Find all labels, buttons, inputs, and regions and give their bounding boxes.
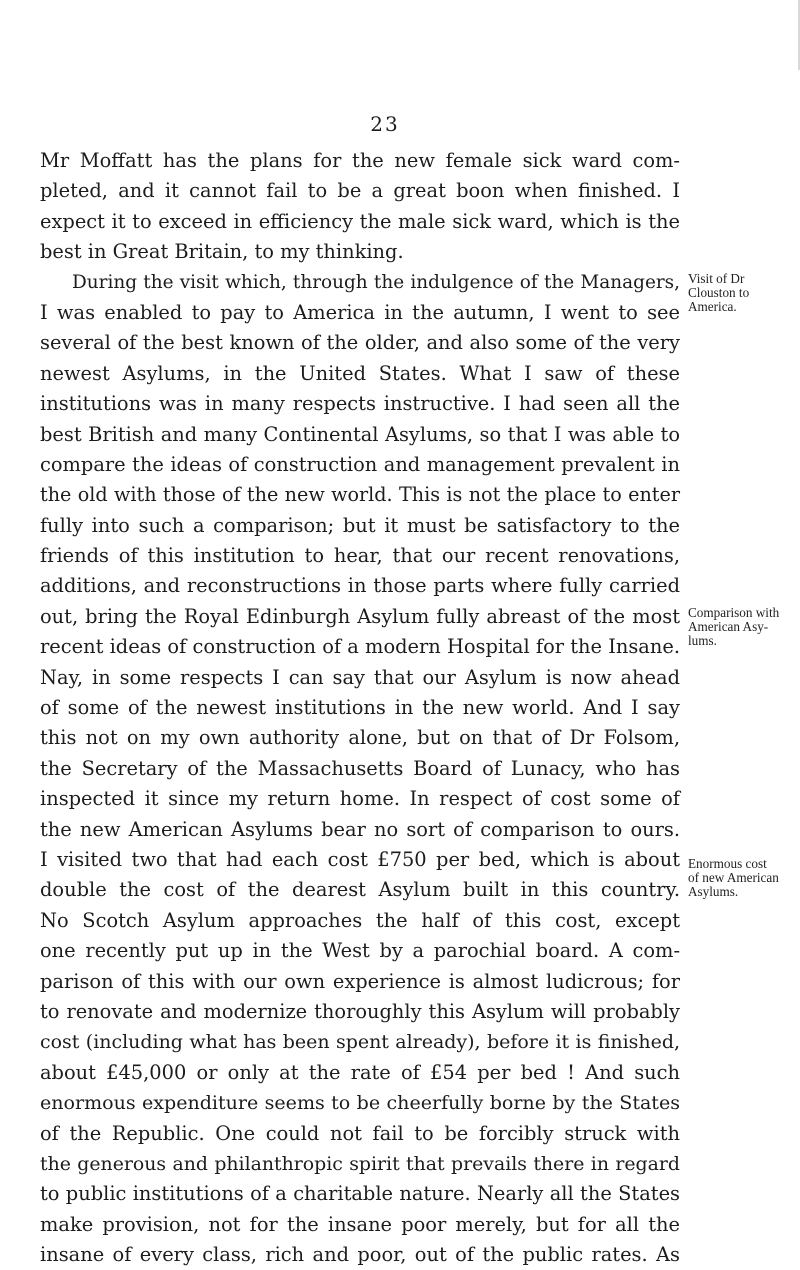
text-line: this not on my own authority alone, but on that of Dr Folsom,	[40, 726, 680, 750]
margin-note-visit	[688, 272, 798, 314]
text-line: I was enabled to pay to America in the autumn, I went to see	[40, 300, 680, 324]
text-line: the generous and philanthropic spirit that prevails there in regard	[40, 1152, 680, 1175]
margin-note-line: Clouston to	[688, 285, 750, 300]
text-line: one recently put up in the West by a parochial board. A com-	[40, 939, 680, 963]
text-line: double the cost of the dearest Asylum built in this country.	[40, 878, 680, 902]
text-line: additions, and reconstructions in those parts where fully carried	[40, 574, 680, 598]
text-line: recent ideas of construction of a modern Hospital for the Insane.	[40, 635, 680, 659]
text-line: to public institutions of a charitable nature. Nearly all the States	[40, 1182, 680, 1206]
text-line: compare the ideas of construction and management prevalent in	[40, 452, 680, 476]
margin-note-line: America.	[688, 299, 737, 314]
text-line: to renovate and modernize thoroughly this Asylum will probably	[40, 999, 680, 1023]
text-line: insane of every class, rich and poor, out of the public rates. As	[40, 1243, 680, 1267]
text-line: the new American Asylums bear no sort of comparison to ours.	[40, 817, 680, 841]
margin-note-line: of new American	[688, 870, 779, 885]
margin-note-line: Asylums.	[688, 884, 739, 899]
text-line: cost (including what has been spent already), before it is finished,	[40, 1031, 680, 1054]
text-line: institutions was in many respects instructive. I had seen all the	[40, 392, 680, 416]
text-line: During the visit which, through the indulgence of the Managers,	[72, 271, 680, 293]
text-line: of the Republic. One could not fail to be forcibly struck with	[40, 1121, 680, 1145]
text-line: newest Asylums, in the United States. What I saw of these	[40, 361, 680, 385]
margin-note-cost	[688, 857, 798, 899]
text-line: Nay, in some respects I can say that our Asylum is now ahead	[40, 665, 680, 689]
text-line: several of the best known of the older, and also some of the very	[40, 331, 680, 355]
text-line: about £45,000 or only at the rate of £54 per bed ! And such	[40, 1060, 680, 1084]
text-line: No Scotch Asylum approaches the half of this cost, except	[40, 908, 680, 932]
margin-note-line: American Asy-	[688, 619, 769, 634]
text-line: fully into such a comparison; but it must be satisfactory to the	[40, 513, 680, 537]
text-line: best in Great Britain, to my thinking.	[40, 240, 404, 264]
text-line: the Secretary of the Massachusetts Board of Lunacy, who has	[40, 756, 680, 780]
text-line: the old with those of the new world. This is not the place to enter	[40, 483, 680, 507]
margin-note-line: lums.	[688, 633, 717, 648]
margin-note-line: Visit of Dr	[688, 271, 745, 286]
page-number: 23	[370, 112, 400, 136]
body-text	[40, 146, 680, 1270]
text-line: make provision, not for the insane poor merely, but for all the	[40, 1212, 680, 1236]
margin-note-line: Enormous cost	[688, 856, 767, 871]
text-line: Mr Moffatt has the plans for the new female sick ward com-	[40, 149, 680, 172]
text-line: I visited two that had each cost £750 per bed, which is about	[40, 847, 680, 871]
text-line: of some of the newest institutions in the new world. And I say	[40, 696, 680, 720]
margin-note-comparison	[688, 606, 798, 648]
text-line: pleted, and it cannot fail to be a great boon when finished. I	[40, 179, 680, 203]
text-line: expect it to exceed in efficiency the male sick ward, which is the	[40, 209, 680, 233]
margin-note-line: Comparison with	[688, 605, 780, 620]
text-line: friends of this institution to hear, that our recent renovations,	[40, 544, 680, 568]
text-line: out, bring the Royal Edinburgh Asylum fully abreast of the most	[40, 604, 680, 628]
text-line: best British and many Continental Asylums, so that I was able to	[40, 422, 680, 446]
text-line: inspected it since my return home. In respect of cost some of	[40, 787, 680, 811]
text-line: parison of this with our own experience is almost ludicrous; for	[40, 969, 680, 993]
text-line: enormous expenditure seems to be cheerfully borne by the States	[40, 1092, 680, 1115]
